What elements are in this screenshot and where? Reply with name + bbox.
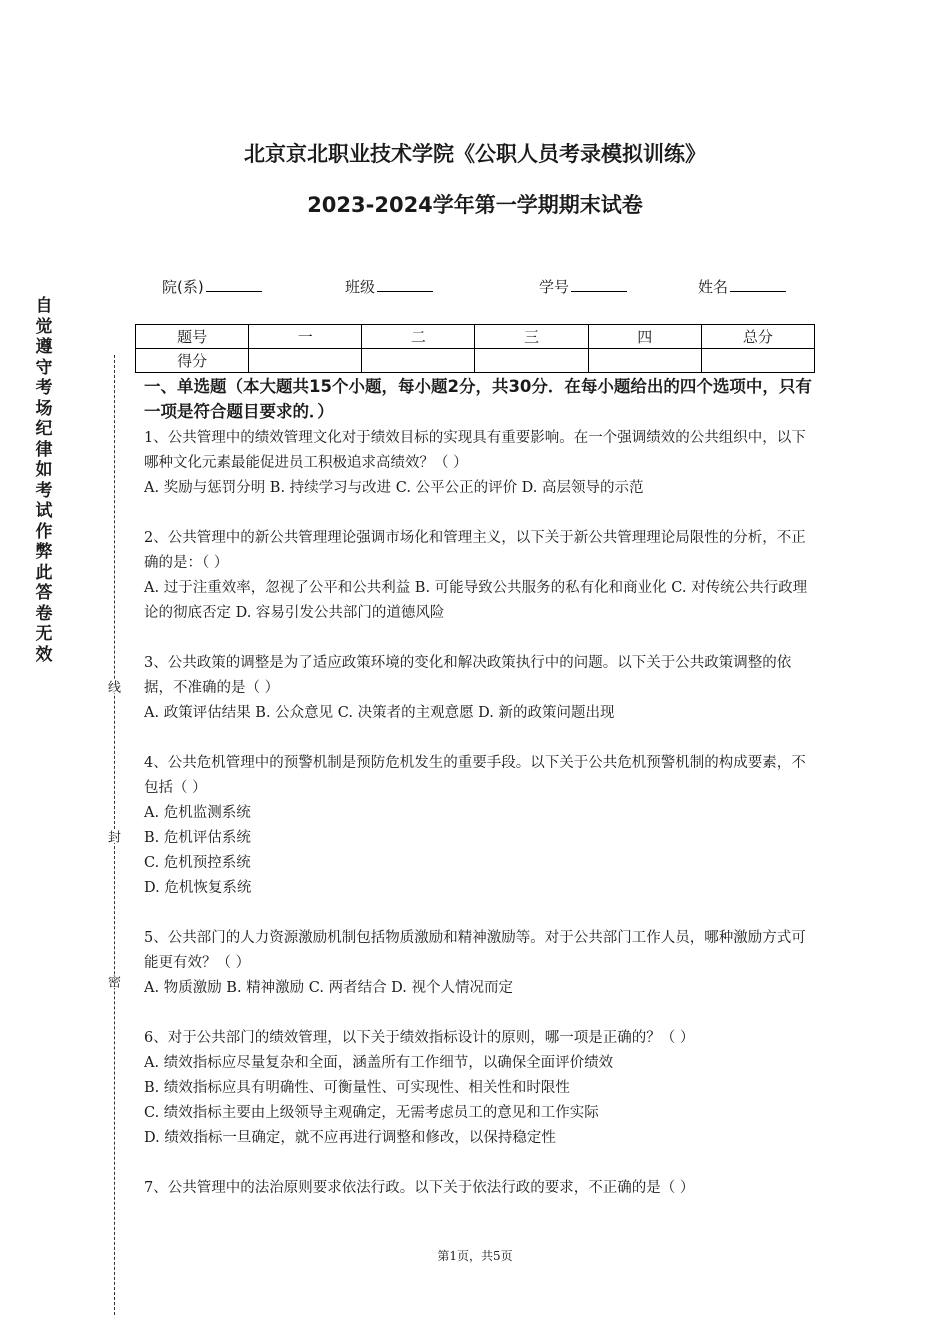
info-name: 姓名 xyxy=(698,276,786,297)
question-options: A. 奖励与惩罚分明 B. 持续学习与改进 C. 公平公正的评价 D. 高层领导的示范 xyxy=(144,480,644,496)
question-stem: 5、公共部门的人力资源激励机制包括物质激励和精神激励等。对于公共部门工作人员，哪种激励方式可能更有效？（ ） xyxy=(144,930,806,971)
score-header-label: 题号 xyxy=(136,325,249,349)
option-b: B. 绩效指标应具有明确性、可衡量性、可实现性、相关性和时限性 xyxy=(144,1080,570,1096)
info-id: 学号 xyxy=(539,276,627,297)
question-2 xyxy=(144,526,812,626)
question-stem: 2、公共管理中的新公共管理理论强调市场化和管理主义，以下关于新公共管理理论局限性的分析，不正确的是：（ ） xyxy=(144,530,806,571)
question-5 xyxy=(144,926,812,1001)
score-header-3: 三 xyxy=(475,325,588,349)
option-a: A. 绩效指标应尽量复杂和全面，涵盖所有工作细节，以确保全面评价绩效 xyxy=(144,1055,614,1071)
exam-title-line1: 北京京北职业技术学院《公职人员考录模拟训练》 xyxy=(244,142,706,166)
name-blank[interactable] xyxy=(730,277,786,292)
binding-mark-xian: 线 xyxy=(105,680,120,693)
score-header-4: 四 xyxy=(588,325,701,349)
question-3 xyxy=(144,651,812,726)
class-blank[interactable] xyxy=(377,277,433,292)
option-c: C. 危机预控系统 xyxy=(144,855,251,871)
binding-mark-feng: 封 xyxy=(105,830,120,843)
question-stem: 6、对于公共部门的绩效管理，以下关于绩效指标设计的原则，哪一项是正确的？（ ） xyxy=(144,1030,695,1046)
page-footer: 第1页，共5页 xyxy=(437,1249,513,1263)
score-cell-2[interactable] xyxy=(362,349,475,373)
question-stem: 1、公共管理中的绩效管理文化对于绩效目标的实现具有重要影响。在一个强调绩效的公共组织中，以下哪种文化元素最能促进员工积极追求高绩效？（ ） xyxy=(144,430,806,471)
dept-blank[interactable] xyxy=(206,277,262,292)
question-stem: 4、公共危机管理中的预警机制是预防危机发生的重要手段。以下关于公共危机预警机制的构成要素，不包括（ ） xyxy=(144,755,806,796)
section-title: 一、单选题（本大题共15个小题，每小题2分，共30分．在每小题给出的四个选项中，只有一项是符合题目要求的．） xyxy=(144,377,812,421)
question-options: A. 政策评估结果 B. 公众意见 C. 决策者的主观意愿 D. 新的政策问题出现 xyxy=(144,705,615,721)
option-b: B. 危机评估系统 xyxy=(144,830,251,846)
question-stem: 3、公共政策的调整是为了适应政策环境的变化和解决政策执行中的问题。以下关于公共政策调整的依据，不准确的是（ ） xyxy=(144,655,792,696)
info-dept: 院(系) xyxy=(162,276,262,297)
score-row-label: 得分 xyxy=(136,349,249,373)
info-class: 班级 xyxy=(345,276,433,297)
question-content xyxy=(144,374,812,1226)
question-1 xyxy=(144,426,812,501)
question-options: A. 物质激励 B. 精神激励 C. 两者结合 D. 视个人情况而定 xyxy=(144,980,514,996)
score-header-total: 总分 xyxy=(701,325,814,349)
question-4 xyxy=(144,751,812,901)
score-cell-3[interactable] xyxy=(475,349,588,373)
id-blank[interactable] xyxy=(571,277,627,292)
option-d: D. 绩效指标一旦确定，就不应再进行调整和修改，以保持稳定性 xyxy=(144,1130,556,1146)
binding-mark-mi: 密 xyxy=(105,975,120,988)
option-c: C. 绩效指标主要由上级领导主观确定，无需考虑员工的意见和工作实际 xyxy=(144,1105,599,1121)
side-warning-text: 自觉遵守考场纪律如考试作弊此答卷无效 xyxy=(35,296,53,665)
score-cell-total[interactable] xyxy=(701,349,814,373)
question-options: A. 过于注重效率，忽视了公平和公共利益 B. 可能导致公共服务的私有化和商业化 C. 对传统公共行政理论的彻底否定 D. 容易引发公共部门的道德风险 xyxy=(144,580,808,621)
score-header-1: 一 xyxy=(249,325,362,349)
score-table xyxy=(135,324,815,373)
score-cell-1[interactable] xyxy=(249,349,362,373)
option-a: A. 危机监测系统 xyxy=(144,805,251,821)
score-header-2: 二 xyxy=(362,325,475,349)
exam-title-line2: 2023-2024学年第一学期期末试卷 xyxy=(307,193,643,217)
score-cell-4[interactable] xyxy=(588,349,701,373)
question-6 xyxy=(144,1026,812,1151)
question-stem: 7、公共管理中的法治原则要求依法行政。以下关于依法行政的要求，不正确的是（ ） xyxy=(144,1180,695,1196)
question-7 xyxy=(144,1176,812,1201)
option-d: D. 危机恢复系统 xyxy=(144,880,252,896)
